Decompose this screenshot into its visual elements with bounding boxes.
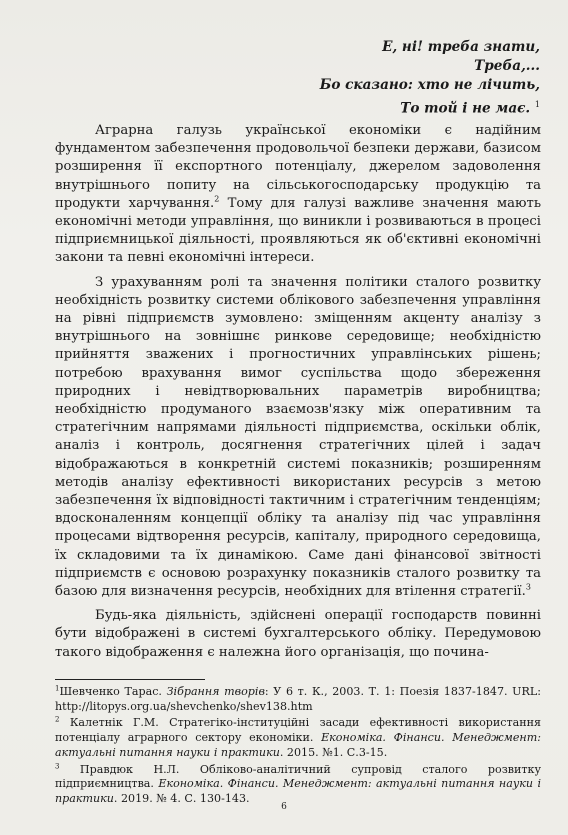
paragraph: З урахуванням ролі та значення політики сталого розвитку необхідність розвитку системи облікового забезпечення управління на рівні підприємств зумовлено: зміщенням акценту аналізу з внутрішнього на зовнішнє ринкове середовище; необхідністю прийняття зважених і прогностичних управлінських рішень; потребою врахування вимог суспільства щодо збереження природних і невідтворювальних параметрів виробництва; необхідністю продуманого взаємозв'язку між оперативним та стратегічним напрямами діяльності підприємства, оскільки облік, аналіз і контроль, досягнення стратегічних цілей і задач відображаються в конкретній системі показників; розширенням методів аналізу ефективності використаних ресурсів з метою забезпечення їх відповідності тактичним і стратегічним тенденціям; вдосконаленням концепції обліку та аналізу під час управління процесами відтворення ресурсів, капіталу, природного середовища, їх складовими та їх динамікою. Саме дані фінансової звітності підприємств є основою розрахунку показників сталого розвитку та базою для визначення ресурсів, необхідних для втілення стратегії.$^3$ (55, 274, 541, 600)
page-number: 6 (281, 802, 287, 812)
epigraph-line: Е, ні! треба знати, (382, 39, 540, 55)
footnote-mark: 1 (534, 100, 540, 109)
paragraph: Будь-яка діяльність, здійснені операції господарств повинні бути відображені в системі бухгалтерського обліку. Передумовою такого відображення є належна його організація, що почина- (55, 608, 541, 660)
footnote-number: 2 (55, 715, 60, 724)
footnote: $^2$ Калетнік Г.М. Стратегіко-інституційні засади ефективності використання потенціалу аграрного сектору економіки. Економіка. Фінанси. Менеджмент: актуальні питання науки і практики. 2015. №1. С.3-15. (55, 715, 541, 759)
footnotes (55, 685, 541, 809)
footnote-separator (55, 679, 205, 680)
epigraph (320, 38, 540, 119)
footnote: $^3$ Правдюк Н.Л. Обліково-аналітичний супровід сталого розвитку підприємництва. Економіка. Фінанси. Менеджмент: актуальні питання науки і практики. 2019. № 4. С. 130-143. (55, 761, 541, 805)
epigraph-line: То той і не має. $^1$ (400, 100, 540, 117)
footnote-number: 1 (55, 684, 60, 693)
footnote-mark: 2 (214, 194, 220, 204)
footnote: $^1$Шевченко Тарас. Зібрання творів: У 6 т. К., 2003. Т. 1: Поезія 1837-1847. URL: http://litopys.org.ua/shevchenko/shev138.htm (55, 684, 541, 713)
main-text (55, 122, 541, 668)
paragraph: Аграрна галузь української економіки є надійним фундаментом забезпечення продовольчої безпеки держави, базисом розширення її експортного потенціалу, джерелом задоволення внутрішнього попиту на сільськогосподарську продукцію та продукти харчування.$^2$ Тому для галузі важливе значення мають економічні методи управління, що виникли і розвиваються в процесі підприємницької діяльності, проявляються як об'єктивні економічні закони та певні економічні інтереси. (55, 123, 541, 266)
footnote-mark: 3 (525, 582, 531, 592)
footnote-number: 3 (55, 761, 60, 770)
epigraph-line: Бо сказано: хто не лічить, (319, 77, 540, 93)
epigraph-line: Треба,... (474, 58, 540, 74)
